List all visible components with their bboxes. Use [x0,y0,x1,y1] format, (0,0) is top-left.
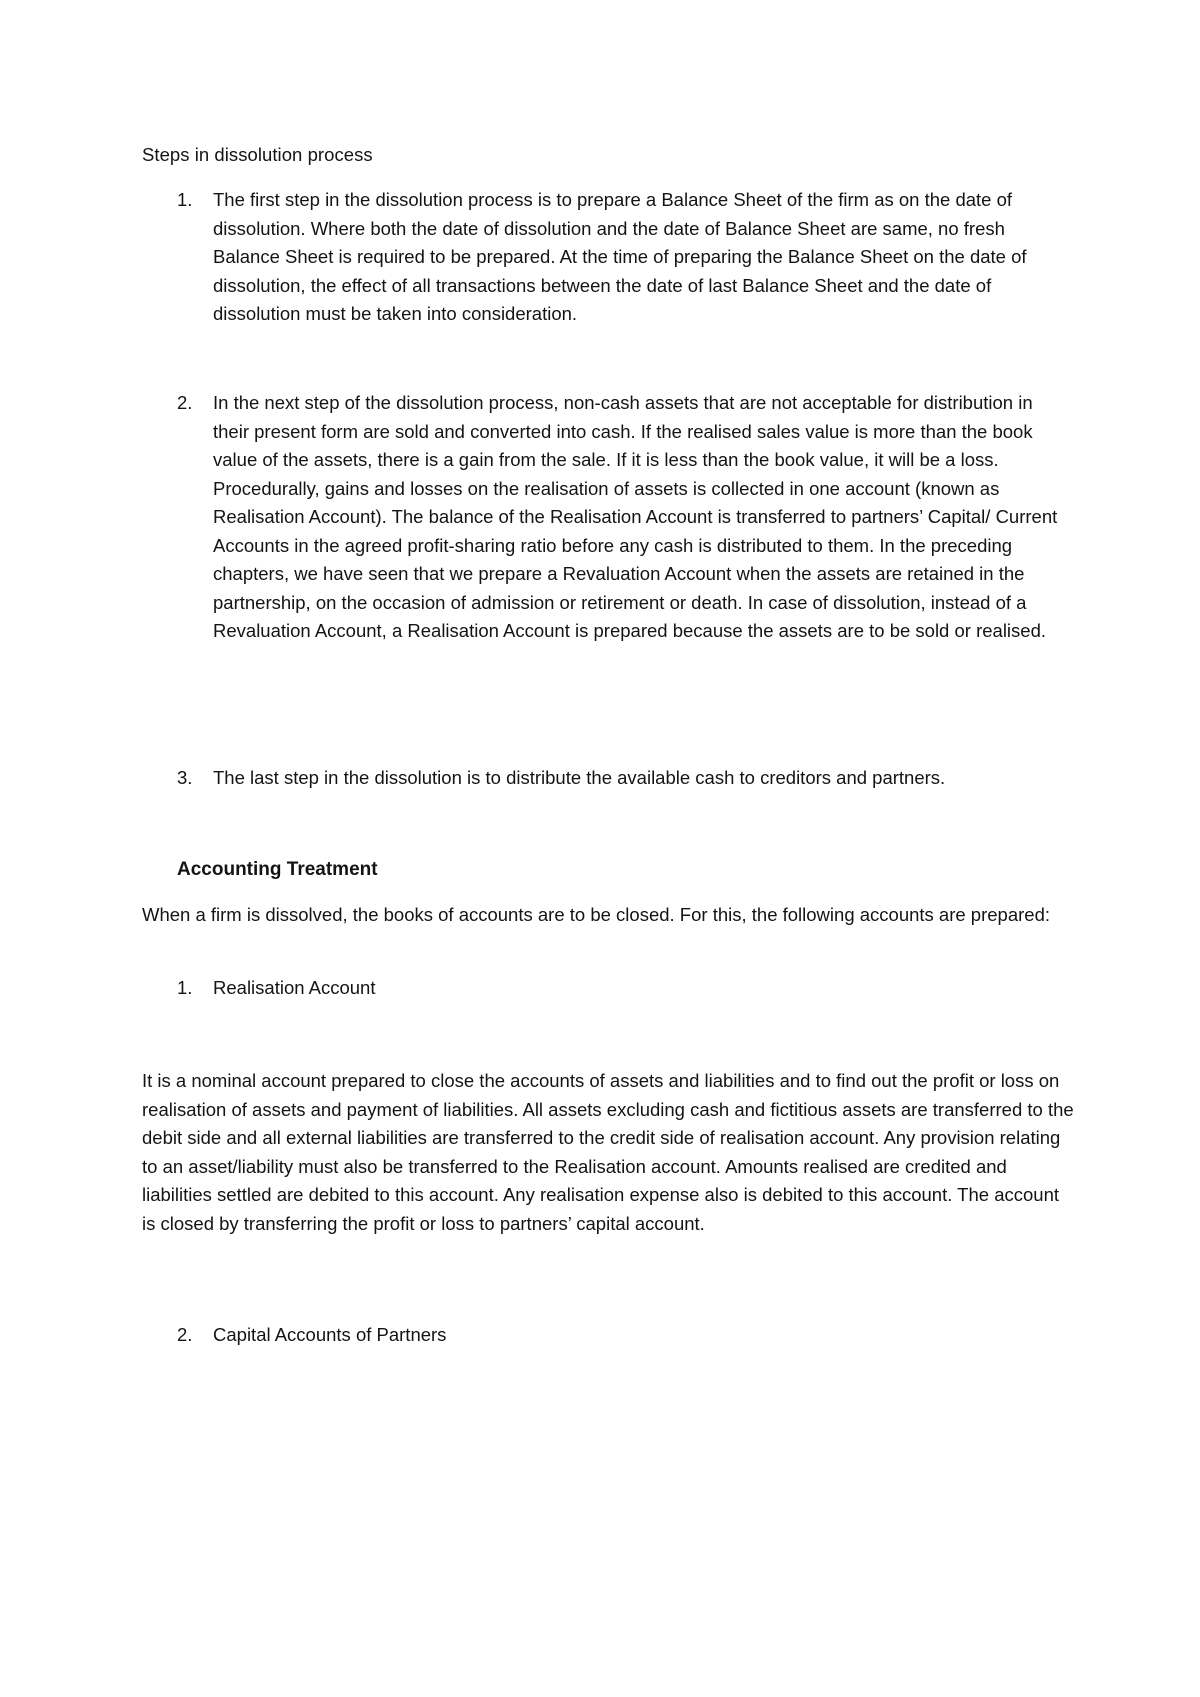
list-number: 1. [177,189,193,210]
list-item-text: Capital Accounts of Partners [213,1324,447,1345]
list-item-text: Realisation Account [213,977,376,998]
list-item-text: The last step in the dissolution is to distribute the available cash to creditors and partners. [213,767,946,788]
section-heading: Accounting Treatment [177,859,378,880]
section-intro-paragraph: When a firm is dissolved, the books of accounts are to be closed. For this, the following accounts are prepared: [142,904,1050,925]
realisation-description-paragraph: It is a nominal account prepared to close the accounts of assets and liabilities and to find out the profit or loss on realisation of assets and payment of liabilities. All assets excluding cash and fictitious assets are transferred to the debit side and all external liabilities are transferred to the credit side of realisation account. Any provision relating to an asset/liability must also be transferred to the Realisation account. Amounts realised are credited and liabilities settled are debited to this account. Any realisation expense also is debited to this account. The account is closed by transferring the profit or loss to partners’ capital account. [142,1070,1074,1234]
intro-heading: Steps in dissolution process [142,144,373,165]
list-item-text: The first step in the dissolution process is to prepare a Balance Sheet of the firm as on the date of dissolution. Where both the date of dissolution and the date of Balance Sheet are same, no fresh Balance Sheet is required to be prepared. At the time of preparing the Balance Sheet on the date of dissolution, the effect of all transactions between the date of last Balance Sheet and the date of dissolution must be taken into consideration. [213,189,1027,324]
list-number: 3. [177,767,193,788]
list-number: 1. [177,977,193,998]
list-item-text: In the next step of the dissolution process, non-cash assets that are not acceptable for distribution in their present form are sold and converted into cash. If the realised sales value is more than the book value of the assets, there is a gain from the sale. If it is less than the book value, it will be a loss. Procedurally, gains and losses on the realisation of assets is collected in one account (known as Realisation Account). The balance of the Realisation Account is transferred to partners’ Capital/ Current Accounts in the agreed profit-sharing ratio before any cash is distributed to them. In the preceding chapters, we have seen that we prepare a Revaluation Account when the assets are retained in the partnership, on the occasion of admission or retirement or death. In case of dissolution, instead of a Revaluation Account, a Realisation Account is prepared because the assets are to be sold or realised. [213,392,1058,641]
list-number: 2. [177,1324,193,1345]
list-number: 2. [177,392,193,413]
